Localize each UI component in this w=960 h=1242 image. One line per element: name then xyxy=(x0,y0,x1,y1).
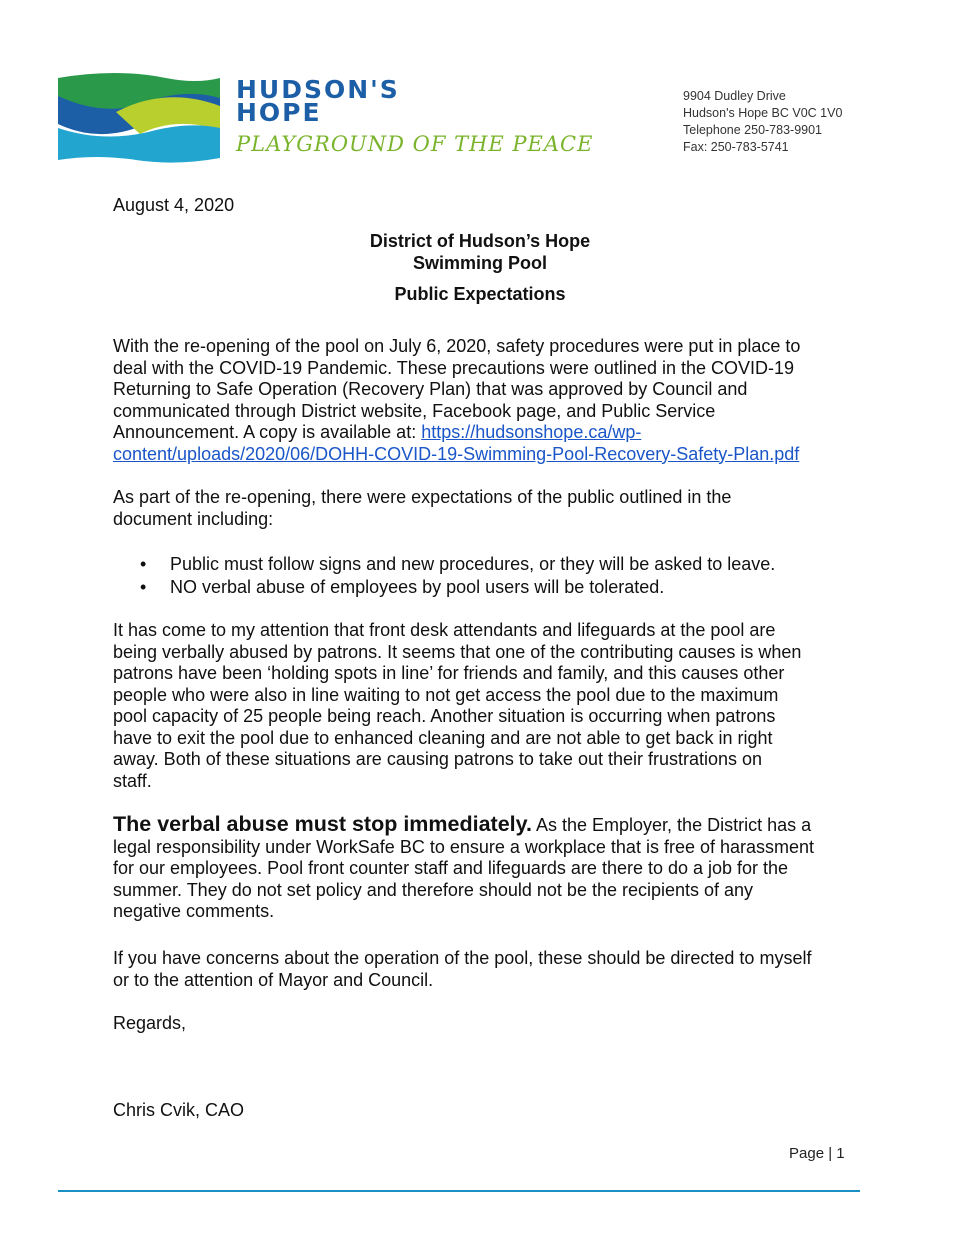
address-phone: Telephone 250-783-9901 xyxy=(683,123,823,137)
list-item-text: Public must follow signs and new procedures, or they will be asked to leave. xyxy=(170,554,776,574)
paragraph-line: As part of the re-opening, there were expectations of the public outlined in the xyxy=(113,487,732,507)
bullet-icon: • xyxy=(140,554,147,574)
paragraph-line: staff. xyxy=(113,770,152,791)
paragraph-line: Returning to Safe Operation (Recovery Plan) that was approved by Council and xyxy=(113,379,748,399)
brand-name-line1: HUDSON'S xyxy=(236,75,400,104)
paragraph-line: for our employees. Pool front counter staff and lifeguards are there to do a job for the xyxy=(113,858,789,878)
paragraph-line: It has come to my attention that front desk attendants and lifeguards at the pool are xyxy=(113,620,776,640)
copy-available-text: Announcement. A copy is available at: xyxy=(113,422,422,442)
paragraph-line: pool capacity of 25 people being reach. Another situation is occurring when patrons xyxy=(113,706,776,726)
expectations-list xyxy=(140,553,775,599)
brand-block xyxy=(236,75,594,156)
paragraph-concerns xyxy=(113,948,853,991)
paragraph-line: away. Both of these situations are causing patrons to take out their frustrations on xyxy=(113,749,763,769)
address-block xyxy=(683,88,842,156)
signature: Chris Cvik, CAO xyxy=(113,1100,245,1120)
closing: Regards, xyxy=(113,1013,187,1033)
letter-title-line2: Swimming Pool xyxy=(412,253,547,273)
paragraph-line: have to exit the pool due to enhanced cleaning and are not able to get back in right xyxy=(113,727,773,748)
paragraph-line: being verbally abused by patrons. It seems that one of the contributing causes is when xyxy=(113,641,802,662)
recovery-plan-link-part1[interactable]: https://hudsonshope.ca/wp- xyxy=(421,422,642,442)
paragraph-line: people who were also in line waiting to not get access the pool due to the maximum xyxy=(113,684,779,705)
paragraph-line xyxy=(113,814,853,837)
paragraph-line: With the re-opening of the pool on July 6, 2020, safety procedures were put in place to xyxy=(113,336,801,356)
recovery-plan-link-part2[interactable]: content/uploads/2020/06/DOHH-COVID-19-Swimming-Pool-Recovery-Safety-Plan.pdf xyxy=(113,443,800,464)
paragraph-line: or to the attention of Mayor and Council. xyxy=(113,969,434,990)
paragraph-line: deal with the COVID-19 Pandemic. These precautions were outlined in the COVID-19 xyxy=(113,357,795,378)
emphasis-statement: The verbal abuse must stop immediately. xyxy=(113,812,532,836)
paragraph-expectations xyxy=(113,487,853,530)
address-fax: Fax: 250-783-5741 xyxy=(683,140,789,154)
page-number: Page | 1 xyxy=(789,1145,845,1162)
address-street: 9904 Dudley Drive xyxy=(683,89,786,103)
bullet-icon: • xyxy=(140,577,147,597)
paragraph-line: summer. They do not set policy and therefore should not be the recipients of any xyxy=(113,879,754,900)
brand-name-line2: HOPE xyxy=(236,98,322,127)
hudsons-hope-logo-icon xyxy=(56,72,222,164)
list-item xyxy=(140,576,775,599)
address-city: Hudson's Hope BC V0C 1V0 xyxy=(683,106,843,120)
paragraph-line: legal responsibility under WorkSafe BC to ensure a workplace that is free of harassment xyxy=(113,836,815,857)
list-item xyxy=(140,553,775,576)
letter-title-line1: District of Hudson’s Hope xyxy=(369,231,591,251)
employer-text: As the Employer, the District has a xyxy=(531,815,812,835)
paragraph-line: document including: xyxy=(113,508,274,529)
paragraph-line: If you have concerns about the operation of the pool, these should be directed to myself xyxy=(113,948,812,968)
list-item-text: NO verbal abuse of employees by pool users will be tolerated. xyxy=(170,577,665,597)
paragraph-intro xyxy=(113,336,853,465)
paragraph-line xyxy=(113,422,853,444)
brand-tagline: PLAYGROUND OF THE PEACE xyxy=(236,132,594,156)
paragraph-line: communicated through District website, Facebook page, and Public Service xyxy=(113,400,716,421)
paragraph-line: patrons have been ‘holding spots in line’ for friends and family, and this causes other xyxy=(113,663,785,683)
paragraph-stop-abuse xyxy=(113,814,853,923)
letter-subtitle: Public Expectations xyxy=(394,284,566,304)
paragraph-issue xyxy=(113,620,853,792)
paragraph-line xyxy=(113,444,853,466)
paragraph-line: negative comments. xyxy=(113,901,275,921)
footer-divider xyxy=(58,1190,860,1192)
letter-date: August 4, 2020 xyxy=(113,195,235,215)
